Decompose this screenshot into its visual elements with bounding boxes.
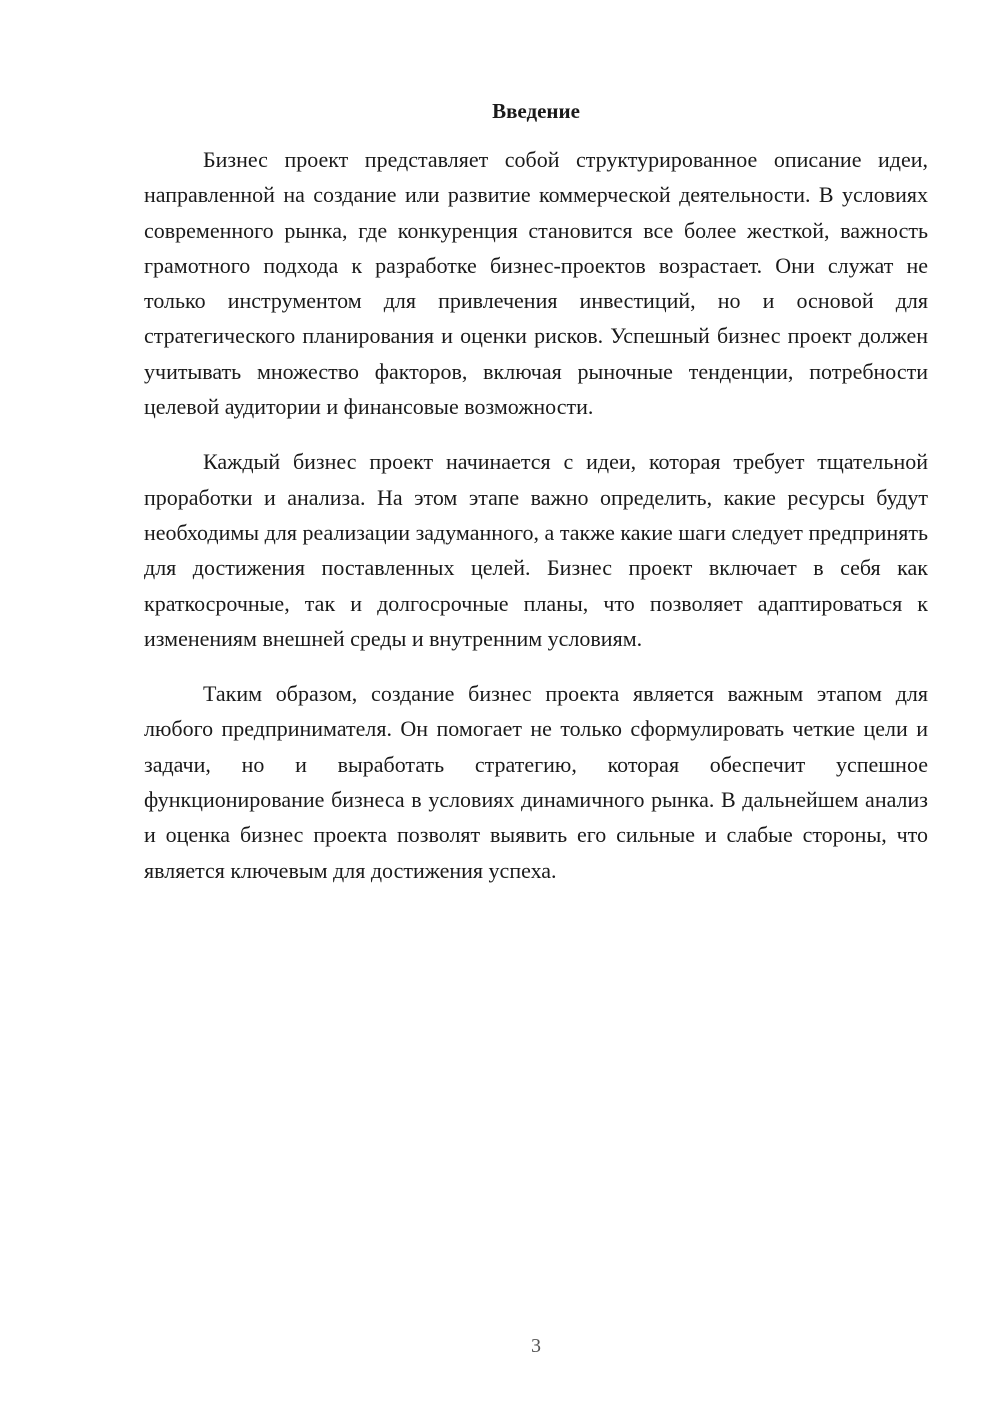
section-title: Введение [492, 99, 580, 123]
paragraph-3: Таким образом, создание бизнес проекта является важным этапом для любого предпринимателя. Он помогает не только сформулировать четкие цели и задачи, но и выработать стратегию, которая обеспечит успешное функционирование бизнеса в условиях динамичного рынка. В дальнейшем анализ и оценка бизнес проекта позволят выявить его сильные и слабые стороны, что является ключевым для достижения успеха. [144, 681, 928, 883]
paragraph-2: Каждый бизнес проект начинается с идеи, которая требует тщательной проработки и анализа. На этом этапе важно определить, какие ресурсы будут необходимы для реализации задуманного, а также какие шаги следует предпринять для достижения поставленных целей. Бизнес проект включает в себя как краткосрочные, так и долгосрочные планы, что позволяет адаптироваться к изменениям внешней среды и внутренним условиям. [144, 449, 928, 651]
document-body [144, 142, 928, 908]
page-number: 3 [531, 1335, 541, 1357]
paragraph-1: Бизнес проект представляет собой структурированное описание идеи, направленной на создание или развитие коммерческой деятельности. В условиях современного рынка, где конкуренция становится все более жесткой, важность грамотного подхода к разработке бизнес-проектов возрастает. Они служат не только инструментом для привлечения инвестиций, но и основой для стратегического планирования и оценки рисков. Успешный бизнес проект должен учитывать множество факторов, включая рыночные тенденции, потребности целевой аудитории и финансовые возможности. [144, 147, 928, 420]
